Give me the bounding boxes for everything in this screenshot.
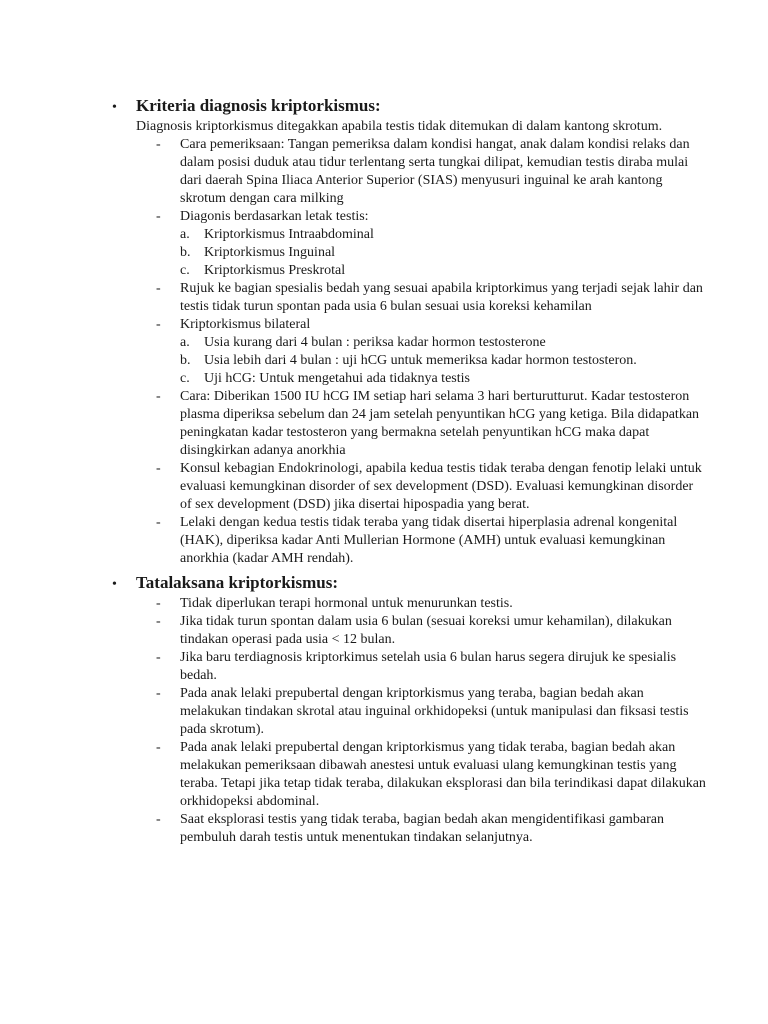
dash-marker: - (156, 461, 161, 476)
alpha-marker: b. (180, 353, 191, 368)
list-item (156, 613, 708, 649)
section-title: Kriteria diagnosis kriptorkismus: (136, 96, 381, 115)
sub-list-item-text: Kriptorkismus Preskrotal (204, 263, 346, 278)
list-item-text: Lelaki dengan kedua testis tidak teraba yang tidak disertai hiperplasia adrenal kongenital (HAK), diperiksa kadar Anti Mullerian Hormone (AMH) untuk evaluasi kemungkinan anorkhia (kadar AMH rendah). (180, 515, 678, 566)
sub-list-item (180, 334, 708, 352)
dash-list (110, 136, 708, 568)
list-item-text: Jika baru terdiagnosis kriptorkimus setelah usia 6 bulan harus segera dirujuk ke spesialis bedah. (180, 650, 677, 683)
dash-marker: - (156, 317, 161, 332)
list-item (156, 208, 708, 280)
list-item-text: Saat eksplorasi testis yang tidak teraba, bagian bedah akan mengidentifikasi gambaran pembuluh darah testis untuk menentukan tindakan selanjutnya. (180, 812, 665, 845)
list-item-text: Rujuk ke bagian spesialis bedah yang sesuai apabila kriptorkimus yang terjadi sejak lahir dan testis tidak turun spontan pada usia 6 bulan sesuai usia koreksi kehamilan (180, 281, 703, 314)
sub-list-item-text: Usia lebih dari 4 bulan : uji hCG untuk memeriksa kadar hormon testosteron. (204, 353, 637, 368)
list-item-text: Diagonis berdasarkan letak testis: (180, 209, 369, 224)
sub-list-item (180, 244, 708, 262)
alpha-list (180, 334, 708, 388)
dash-marker: - (156, 686, 161, 701)
alpha-list (180, 226, 708, 280)
alpha-marker: a. (180, 227, 190, 242)
list-item (156, 514, 708, 568)
section-heading (110, 95, 708, 118)
list-item-text: Konsul kebagian Endokrinologi, apabila kedua testis tidak teraba dengan fenotip lelaki untuk evaluasi kemungkinan disorder of sex development (DSD). Evaluasi kemungkinan disorder of sex development (DSD) jika disertai hipospadia yang berat. (180, 461, 702, 512)
alpha-marker: c. (180, 371, 190, 386)
sub-list-item (180, 226, 708, 244)
bullet-icon: • (112, 100, 117, 115)
list-item-text: Kriptorkismus bilateral (180, 317, 311, 332)
dash-marker: - (156, 740, 161, 755)
list-item (156, 136, 708, 208)
list-item (156, 280, 708, 316)
dash-marker: - (156, 515, 161, 530)
section-title: Tatalaksana kriptorkismus: (136, 573, 339, 592)
list-item (156, 649, 708, 685)
list-item-text: Cara pemeriksaan: Tangan pemeriksa dalam kondisi hangat, anak dalam kondisi relaks dan dalam posisi duduk atau tidur terlentang serta tungkai dilipat, kemudian testis diraba mulai dari daerah Spina Iliaca Anterior Superior (SIAS) menyusuri inguinal ke arah kantong skrotum dengan cara milking (180, 137, 690, 206)
dash-marker: - (156, 614, 161, 629)
section-heading (110, 572, 708, 595)
list-item (156, 739, 708, 811)
section-tatalaksana (110, 572, 708, 847)
sub-list-item-text: Usia kurang dari 4 bulan : periksa kadar hormon testosterone (204, 335, 546, 350)
list-item-text: Pada anak lelaki prepubertal dengan kriptorkismus yang teraba, bagian bedah akan melakukan tindakan skrotal atau inguinal orkhidopeksi (untuk manipulasi dan fiksasi testis pada skrotum). (180, 686, 689, 737)
sub-list-item (180, 370, 708, 388)
dash-marker: - (156, 650, 161, 665)
sub-list-item (180, 262, 708, 280)
list-item (156, 685, 708, 739)
alpha-marker: c. (180, 263, 190, 278)
sub-list-item-text: Kriptorkismus Inguinal (204, 245, 336, 260)
list-item-text: Jika tidak turun spontan dalam usia 6 bulan (sesuai koreksi umur kehamilan), dilakukan tindakan operasi pada usia < 12 bulan. (180, 614, 672, 647)
list-item (156, 388, 708, 460)
sub-list-item (180, 352, 708, 370)
list-item-text: Cara: Diberikan 1500 IU hCG IM setiap hari selama 3 hari berturutturut. Kadar testosteron plasma diperiksa sebelum dan 24 jam setelah penyuntikan hCG yang ketiga. Bila didapatkan peningkatan kadar testosteron yang bermakna setelah penyuntikan hCG maka dapat disingkirkan adanya anorkhia (180, 389, 700, 458)
section-intro: Diagnosis kriptorkismus ditegakkan apabila testis tidak ditemukan di dalam kantong skrotum. (136, 119, 663, 134)
list-item-text: Tidak diperlukan terapi hormonal untuk menurunkan testis. (180, 596, 513, 611)
list-item (156, 460, 708, 514)
dash-marker: - (156, 281, 161, 296)
dash-list (110, 595, 708, 847)
dash-marker: - (156, 596, 161, 611)
alpha-marker: a. (180, 335, 190, 350)
sub-list-item-text: Uji hCG: Untuk mengetahui ada tidaknya testis (204, 371, 470, 386)
dash-marker: - (156, 137, 161, 152)
sub-list-item-text: Kriptorkismus Intraabdominal (204, 227, 374, 242)
dash-marker: - (156, 389, 161, 404)
dash-marker: - (156, 209, 161, 224)
section-kriteria-diagnosis (110, 95, 708, 568)
dash-marker: - (156, 812, 161, 827)
alpha-marker: b. (180, 245, 191, 260)
bullet-icon: • (112, 577, 117, 592)
list-item (156, 595, 708, 613)
list-item (156, 811, 708, 847)
list-item (156, 316, 708, 388)
list-item-text: Pada anak lelaki prepubertal dengan kriptorkismus yang tidak teraba, bagian bedah akan melakukan pemeriksaan dibawah anestesi untuk evaluasi ulang kemungkinan testis yang teraba. Tetapi jika tetap tidak teraba, dilakukan eksplorasi dan bila terindikasi dapat dilakukan orkhidopeksi abdominal. (180, 740, 706, 809)
